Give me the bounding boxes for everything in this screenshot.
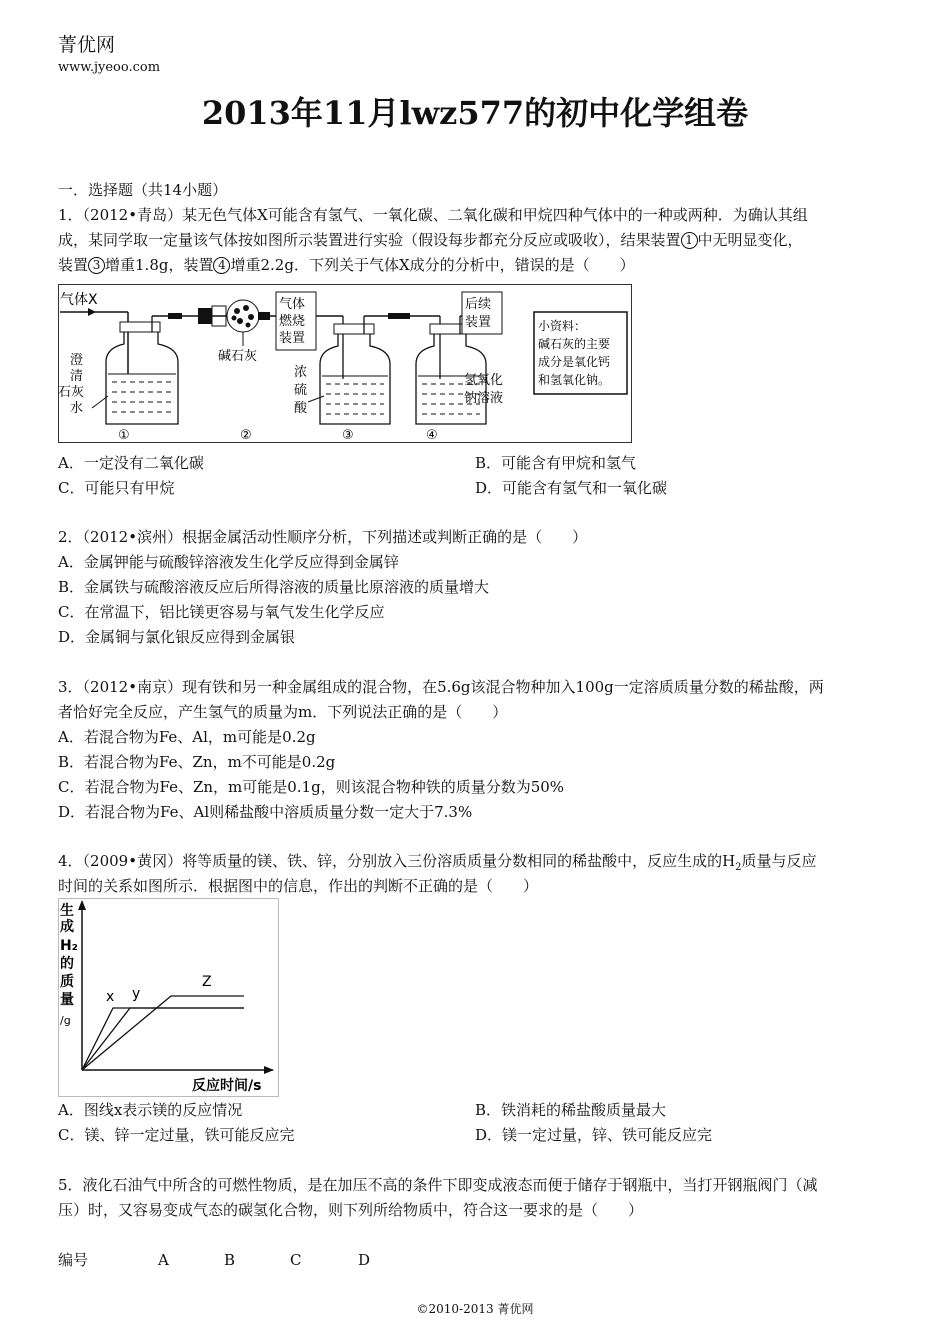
bottle4-label-1: 氢氧化 <box>464 373 504 388</box>
graph-ylabel-3: H₂ <box>60 938 78 954</box>
site-url: www.jyeoo.com <box>58 60 161 75</box>
device-4-marker: 4 <box>213 257 230 274</box>
bottle3-label-2: 硫 <box>294 383 308 398</box>
q3-option-d: D．若混合物为Fe、Al则稀盐酸中溶质质量分数一定大于7.3% <box>58 803 473 821</box>
gas-x-label: 气体X <box>60 292 98 308</box>
q2-option-d: D．金属铜与氯化银反应得到金属银 <box>58 628 296 646</box>
graph-xlabel: 反应时间/s <box>192 1078 262 1094</box>
q3-option-c: C．若混合物为Fe、Zn，m可能是0.1g，则该混合物种铁的质量分数为50% <box>58 778 565 796</box>
drying-tube <box>198 300 270 332</box>
followup-label-2: 装置 <box>465 315 492 330</box>
q2-option-a: A．金属钾能与硫酸锌溶液发生化学反应得到金属锌 <box>58 553 399 571</box>
q3-stem-line1: 3．（2012•南京）现有铁和另一种金属组成的混合物，在5.6g该混合物种加入100g一定溶质质量分数的稀盐酸，两 <box>58 678 824 696</box>
graph-ylabel-5: 质 <box>60 974 74 990</box>
q4-option-d: D．镁一定过量，锌、铁可能反应完 <box>475 1126 713 1144</box>
device-3-marker: 3 <box>88 257 105 274</box>
q5-table-header-a: A <box>158 1251 169 1269</box>
curve-label-x: x <box>106 989 115 1005</box>
bottle1-label-3: 石灰 <box>58 385 85 400</box>
note-line-4: 和氢氧化钠。 <box>538 373 611 387</box>
page-title: 2013年11月lwz577的初中化学组卷 <box>201 94 749 132</box>
bottle1-label-4: 水 <box>70 401 84 416</box>
q4-option-c: C．镁、锌一定过量，铁可能反应完 <box>58 1126 295 1144</box>
device-number-1: ① <box>118 428 130 443</box>
followup-label-1: 后续 <box>465 297 492 312</box>
q5-stem-line1: 5．液化石油气中所含的可燃性物质，是在加压不高的条件下即变成液态而便于储存于钢瓶中，当打开钢瓶阀门（减 <box>58 1176 818 1194</box>
burner-label-2: 燃烧 <box>279 314 306 329</box>
device-1-marker: 1 <box>681 232 698 249</box>
q1-line3: 装置 3 增重1.8g，装置 4 增重2.2g．下列关于气体X成分的分析中，错误的是（ ） <box>58 256 635 274</box>
bottle1-label-2: 清 <box>70 369 84 384</box>
device-number-3: ③ <box>342 428 354 443</box>
graph-ylabel-6: 量 <box>60 992 74 1008</box>
note-line-2: 碱石灰的主要 <box>538 337 611 351</box>
q5-table-header-b: B <box>224 1251 236 1269</box>
q5-stem-line2: 压）时，又容易变成气态的碳氢化合物，则下列所给物质中，符合这一要求的是（ ） <box>58 1201 644 1219</box>
graph-ylabel-1: 生 <box>60 903 74 919</box>
bottle4-label-2: 钠溶液 <box>464 391 504 406</box>
soda-lime-label: 碱石灰 <box>218 349 258 364</box>
bottle-1 <box>106 316 178 424</box>
graph-ylabel-unit: /g <box>60 1014 71 1027</box>
q1-option-d: D．可能含有氢气和一氧化碳 <box>475 479 668 497</box>
q4-stem-line2: 时间的关系如图所示．根据图中的信息，作出的判断不正确的是（ ） <box>58 877 539 895</box>
q3-option-a: A．若混合物为Fe、Al，m可能是0.2g <box>58 728 316 746</box>
device-number-2: ② <box>240 428 252 443</box>
q1-option-b: B．可能含有甲烷和氢气 <box>475 454 637 472</box>
graph-ylabel-2: 成 <box>60 919 74 935</box>
q2-option-b: B．金属铁与硫酸溶液反应后所得溶液的质量比原溶液的质量增大 <box>58 578 490 596</box>
note-line-1: 小资料： <box>538 319 587 333</box>
bottle1-label-1: 澄 <box>70 353 84 368</box>
q3-option-b: B．若混合物为Fe、Zn，m不可能是0.2g <box>58 753 336 771</box>
burner-label-1: 气体 <box>279 297 306 312</box>
page-footer: ©2010-2013 菁优网 <box>416 1302 534 1316</box>
q1-option-c: C．可能只有甲烷 <box>58 479 175 497</box>
q2-option-c: C．在常温下，铝比镁更容易与氧气发生化学反应 <box>58 603 385 621</box>
burner-label-3: 装置 <box>279 331 306 346</box>
q5-table-header-number: 编号 <box>58 1251 89 1269</box>
q2-stem: 2．（2012•滨州）根据金属活动性顺序分析，下列描述或判断正确的是（ ） <box>58 528 588 546</box>
q1-line2: 成，某同学取一定量该气体按如图所示装置进行实验（假设每步都充分反应或吸收），结果装置 1 中无明显变化， <box>58 231 803 249</box>
curve-y <box>82 1008 244 1070</box>
note-line-3: 成分是氧化钙 <box>538 355 611 369</box>
bottle3-label-1: 浓 <box>294 365 308 380</box>
brand-name: 菁优网 <box>58 34 116 56</box>
q5-table-header-d: D <box>358 1251 371 1269</box>
h2-graph <box>58 898 280 1098</box>
bottle-3 <box>320 316 390 424</box>
device-number-4: ④ <box>426 428 438 443</box>
graph-ylabel-4: 的 <box>60 956 74 972</box>
curve-label-y: y <box>132 986 141 1002</box>
q1-option-a: A．一定没有二氧化碳 <box>58 454 204 472</box>
apparatus-figure <box>58 284 633 444</box>
bottle3-label-3: 酸 <box>294 401 308 416</box>
q5-table-header-c: C <box>290 1251 302 1269</box>
q4-option-b: B．铁消耗的稀盐酸质量最大 <box>475 1101 667 1119</box>
q3-stem-line2: 者恰好完全反应，产生氢气的质量为m．下列说法正确的是（ ） <box>58 703 508 721</box>
section-heading: 一．选择题（共14小题） <box>58 181 228 199</box>
q4-stem-line1: 4．（2009•黄冈）将等质量的镁、铁、锌，分别放入三份溶质质量分数相同的稀盐酸中，反应生成的$H_2$质量与反应 <box>58 852 817 873</box>
q1-line1: 1．（2012•青岛）某无色气体X可能含有氢气、一氧化碳、二氧化碳和甲烷四种气体中的一种或两种．为确认其组 <box>58 206 808 224</box>
q4-option-a: A．图线x表示镁的反应情况 <box>58 1101 243 1119</box>
curve-label-z: Z <box>202 974 212 990</box>
curve-z <box>82 996 244 1070</box>
